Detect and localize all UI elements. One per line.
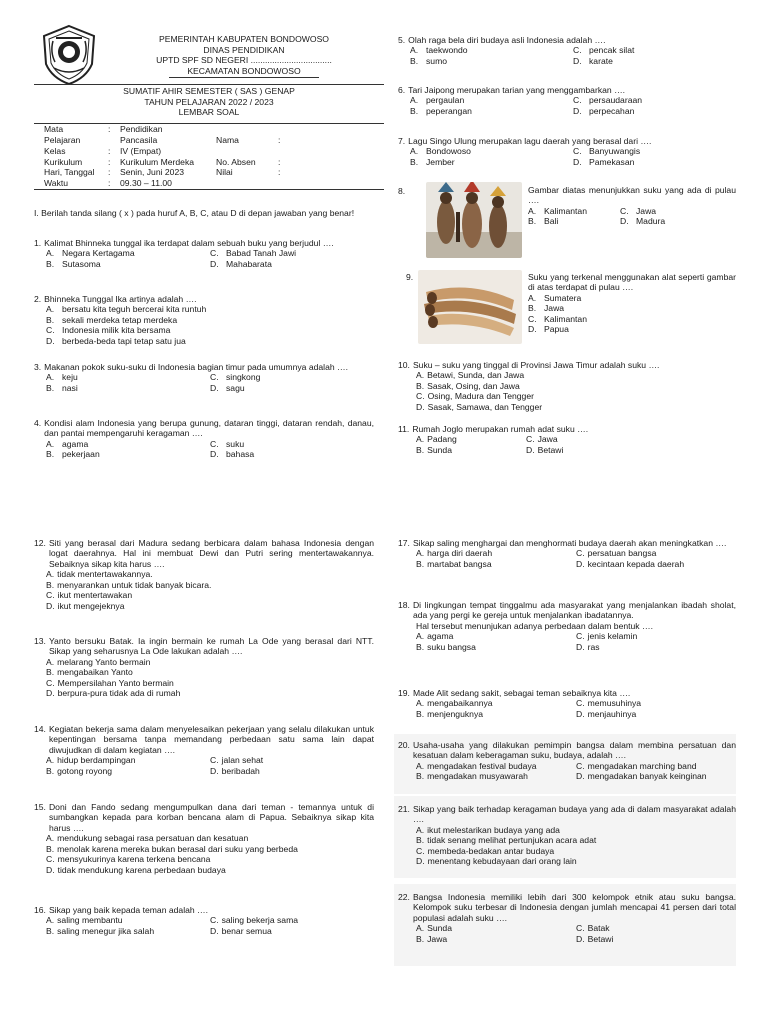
question-3	[34, 362, 374, 393]
info-colon: :	[108, 145, 111, 156]
answer-option[interactable]: D. berbeda-beda tapi tetap satu jua	[46, 335, 186, 346]
question-number: 1.	[34, 238, 42, 248]
question-text: Sikap yang baik kepada teman adalah ….	[48, 905, 209, 915]
answer-option[interactable]: D. tidak mendukung karena perbedaan budaya	[46, 864, 226, 875]
question-number: 12.	[34, 538, 46, 548]
answer-option[interactable]: D. menjauhinya	[576, 708, 637, 719]
question-text: Siti yang berasal dari Madura sedang berbicara dalam bahasa Indonesia dengan logat daerahnya. Hal ini membuat Dewi dan Putri sering mentertawakannya. Sebaiknya sikap kita harus ….	[48, 538, 374, 569]
answer-option[interactable]: B. nasi	[46, 382, 78, 393]
answer-option[interactable]: D. Pamekasan	[573, 156, 635, 167]
answer-option[interactable]: D. kecintaan kepada daerah	[576, 558, 685, 569]
question-number: 19.	[398, 688, 410, 698]
question-4	[34, 418, 374, 460]
answer-option[interactable]: C. memusuhinya	[576, 698, 642, 709]
answer-option[interactable]: A. pergaulan	[410, 95, 465, 106]
answer-option[interactable]: B. Sasak, Osing, dan Jawa	[416, 380, 520, 391]
info-value: 09.30 – 11.00	[120, 178, 172, 189]
answer-option[interactable]: A. mengabaikannya	[416, 698, 493, 709]
info-key: Kurikulum	[44, 156, 83, 167]
answer-option[interactable]: B. martabat bangsa	[416, 558, 492, 569]
answer-option[interactable]: C. Jawa	[526, 434, 558, 445]
question-18	[398, 600, 736, 652]
answer-option[interactable]: D. sagu	[210, 382, 245, 393]
question-9	[528, 272, 736, 335]
answer-option[interactable]: A. tidak mentertawakannya.	[46, 569, 153, 580]
answer-option[interactable]: B. sekali merdeka tetap merdeka	[46, 314, 178, 325]
answer-option[interactable]: A. ikut melestarikan budaya yang ada	[416, 824, 560, 835]
question-text: Olah raga bela diri budaya asli Indonesia adalah ….	[408, 35, 606, 45]
info-colon: :	[108, 156, 111, 167]
question-text: Sikap saling menghargai dan menghormati budaya daerah akan meningkatkan ….	[412, 538, 727, 548]
answer-option[interactable]: C. mengadakan marching band	[576, 760, 697, 771]
answer-option[interactable]: B. Sutasoma	[46, 258, 101, 269]
answer-option[interactable]: C. suku	[210, 438, 245, 449]
question-number: 5.	[398, 35, 406, 45]
answer-option[interactable]: C. Mempersilahan Yanto bermain	[46, 677, 174, 688]
answer-option[interactable]: C. persaudaraan	[573, 95, 643, 106]
question-number: 6.	[398, 85, 406, 95]
answer-option[interactable]: A. Sumatera	[528, 292, 582, 303]
answer-option[interactable]: B. peperangan	[410, 105, 472, 116]
question-number: 9.	[406, 272, 414, 282]
question-text: Rumah Joglo merupakan rumah adat suku ….	[412, 424, 589, 434]
info-colon: :	[108, 178, 111, 189]
question-10	[398, 360, 736, 412]
answer-option[interactable]: D. karate	[573, 55, 613, 66]
info-row	[34, 156, 384, 167]
answer-option[interactable]: A. Padang	[416, 434, 457, 445]
question-text: Bhinneka Tunggal Ika artinya adalah ….	[44, 294, 197, 304]
info-row	[34, 167, 384, 178]
question-number: 10.	[398, 360, 410, 370]
answer-option[interactable]: A. Bondowoso	[410, 146, 471, 157]
question-number: 7.	[398, 136, 406, 146]
question-12	[34, 538, 374, 611]
answer-option[interactable]: C. jenis kelamin	[576, 631, 638, 642]
answer-option[interactable]: C. Jawa	[620, 205, 657, 216]
answer-option[interactable]: D. Madura	[620, 216, 666, 227]
info-row	[34, 178, 384, 189]
answer-option[interactable]: D. beribadah	[210, 765, 260, 776]
answer-option[interactable]: A. mendukung sebagai rasa persatuan dan kesatuan	[46, 833, 249, 844]
answer-option[interactable]: D. Betawi	[576, 933, 614, 944]
answer-option[interactable]: B. menyarankan untuk tidak banyak bicara.	[46, 579, 212, 590]
answer-option[interactable]: C. pencak silat	[573, 45, 635, 56]
answer-option[interactable]: A. keju	[46, 372, 78, 383]
question-11	[398, 424, 736, 455]
question-number: 20.	[398, 740, 410, 750]
question-14	[34, 724, 374, 776]
info-key: Nama	[216, 134, 239, 145]
answer-option[interactable]: B. gotong royong	[46, 765, 113, 776]
exam-title-block	[34, 84, 384, 118]
info-key: Mata	[44, 124, 64, 135]
question-text: Doni dan Fando sedang mengumpulkan dana dari teman - temannya untuk di sumbangkan kepada para korban bencana alam di Papua. Sebaiknya sikap kita harus ….	[48, 802, 374, 833]
answer-option[interactable]: D. ras	[576, 641, 600, 652]
question-text: Yanto bersuku Batak. Ia ingin bermain ke rumah La Ode yang berasal dari NTT. Sikap yang seharusnya La Ode lakukan adalah ….	[48, 636, 374, 657]
info-key: Nilai	[216, 167, 233, 178]
kolintang-instrument-photo	[418, 270, 522, 344]
answer-option[interactable]: A. Negara Kertagama	[46, 248, 135, 259]
answer-option[interactable]: C. membeda-bedakan antar budaya	[416, 845, 555, 856]
answer-option[interactable]: B. pekerjaan	[46, 449, 100, 460]
header-line: UPTD SPF SD NEGERI ..................................	[156, 55, 332, 66]
question-text: Bangsa Indonesia memiliki lebih dari 300 kelompok etnik atau suku bangsa. Kelompok suku terbesar di Indonesia dengan jumlah mencapai 41 persen dari total populasi adalah suku ….	[412, 892, 736, 923]
info-row	[34, 124, 384, 135]
answer-option[interactable]: B. mengabaikan Yanto	[46, 667, 133, 678]
header-line: PEMERINTAH KABUPATEN BONDOWOSO	[159, 34, 329, 44]
answer-option[interactable]: C. mensyukurinya karena terkena bencana	[46, 854, 211, 865]
info-value: IV (Empat)	[120, 145, 162, 156]
answer-option[interactable]: D. Betawi	[526, 444, 564, 455]
answer-option[interactable]: A. Sunda	[416, 923, 452, 934]
answer-option[interactable]: B. sumo	[410, 55, 448, 66]
question-text: Makanan pokok suku-suku di Indonesia bagian timur pada umumnya adalah ….	[44, 362, 348, 372]
answer-option[interactable]: C. Indonesia milik kita bersama	[46, 325, 171, 336]
question-text-continued: Hal tersebut menunjukan adanya perbedaan dalam bentuk ….	[416, 620, 653, 631]
question-text: Kondisi alam Indonesia yang berupa gunung, dataran tinggi, dataran rendah, danau, dan pantai mempengaruhi keragaman ….	[44, 418, 374, 439]
answer-option[interactable]: A. agama	[416, 631, 454, 642]
question-number: 18.	[398, 600, 410, 610]
info-key: Kelas	[44, 145, 66, 156]
info-colon: :	[108, 124, 111, 135]
question-8	[528, 185, 736, 227]
question-17	[398, 538, 736, 569]
answer-option[interactable]: B. Jember	[410, 156, 455, 167]
question-19	[398, 688, 736, 719]
info-value: Kurikulum Merdeka	[120, 156, 195, 167]
info-row	[34, 146, 384, 157]
answer-option[interactable]: A. hidup berdampingan	[46, 755, 136, 766]
question-text: Di lingkungan tempat tinggalmu ada masyarakat yang menjalankan ibadah sholat, ada yang pergi ke gereja untuk menjalankan ibadatannya.	[412, 600, 736, 621]
answer-option[interactable]: A. Betawi, Sunda, dan Jawa	[416, 370, 525, 381]
answer-option[interactable]: B. mengadakan musyawarah	[416, 771, 528, 782]
answer-option[interactable]: C. Batak	[576, 923, 610, 934]
question-text: Kegiatan bekerja sama dalam menyelesaikan pekerjaan yang selalu dilakukan untuk kepentingan bersama tanpa memandang perbedaan satu sama lain dapat diwujudkan di dalam kegiatan ….	[48, 724, 374, 755]
question-text: Suku – suku yang tinggal di Provinsi Jawa Timur adalah suku ….	[412, 360, 660, 370]
answer-option[interactable]: A. agama	[46, 438, 89, 449]
answer-option[interactable]: B. saling menegur jika salah	[46, 925, 155, 936]
question-text: Usaha-usaha yang dilakukan pemimpin bangsa dalam membina persatuan dan kesatuan dalam keberagaman suku, budaya, adalah ….	[412, 740, 736, 761]
answer-option[interactable]: D. perpecahan	[573, 105, 635, 116]
question-number: 8.	[398, 186, 406, 196]
answer-option[interactable]: C. singkong	[210, 372, 261, 383]
answer-option[interactable]: B. suku bangsa	[416, 641, 476, 652]
question-number: 15.	[34, 802, 46, 812]
answer-option[interactable]: A. melarang Yanto bermain	[46, 656, 151, 667]
question-text: Made Alit sedang sakit, sebagai teman sebaiknya kita ….	[412, 688, 631, 698]
info-key: Waktu	[44, 178, 69, 189]
answer-option[interactable]: D. Mahabarata	[210, 258, 272, 269]
answer-option[interactable]: D. menentang kebudayaan dari orang lain	[416, 856, 577, 867]
question-number: 21.	[398, 804, 410, 814]
question-text: Suku yang terkenal menggunakan alat seperti gambar di atas terdapat di pulau ….	[528, 272, 736, 293]
question-text: Kalimat Bhinneka tunggal ika terdapat dalam sebuah buku yang berjudul ….	[44, 238, 334, 248]
question-2	[34, 294, 374, 346]
question-number: 2.	[34, 294, 42, 304]
question-number: 17.	[398, 538, 410, 548]
answer-option[interactable]: B. Bali	[528, 216, 559, 227]
question-7	[398, 136, 736, 167]
info-value: Senin, Juni 2023	[120, 167, 185, 178]
question-text: Gambar diatas menunjukkan suku yang ada di pulau ….	[528, 185, 736, 206]
school-header	[104, 34, 384, 78]
answer-option[interactable]: A. mengadakan festival budaya	[416, 760, 537, 771]
answer-option[interactable]: B. Jawa	[528, 303, 565, 314]
info-key: No. Absen	[216, 156, 256, 167]
answer-option[interactable]: C. Banyuwangis	[573, 146, 641, 157]
question-16	[34, 905, 374, 936]
exam-page-1	[0, 0, 768, 480]
answer-option[interactable]: B. menolak karena mereka bukan berasal dari suku yang berbeda	[46, 843, 298, 854]
info-row	[34, 135, 384, 146]
answer-option[interactable]: A. bersatu kita teguh bercerai kita runtuh	[46, 304, 207, 315]
info-key: Pelajaran	[44, 134, 81, 145]
info-key: Hari, Tanggal	[44, 167, 95, 178]
question-20	[398, 740, 736, 782]
answer-option[interactable]: A. harga diri daerah	[416, 548, 493, 559]
info-value: Pendidikan	[120, 124, 163, 135]
question-5	[398, 35, 736, 66]
exam-title-line: LEMBAR SOAL	[178, 107, 240, 118]
answer-option[interactable]: D. ikut mengejeknya	[46, 600, 125, 611]
question-number: 3.	[34, 362, 42, 372]
absen-field[interactable]: :	[278, 156, 281, 167]
nilai-field[interactable]: :	[278, 167, 281, 178]
question-15	[34, 802, 374, 875]
info-value: Pancasila	[120, 134, 158, 145]
question-6	[398, 85, 736, 116]
answer-option[interactable]: D. Papua	[528, 324, 569, 335]
name-field[interactable]: :	[278, 134, 281, 145]
question-number: 11.	[398, 424, 410, 434]
question-text: Lagu Singo Ulung merupakan lagu daerah yang berasal dari ….	[408, 136, 652, 146]
student-info-table	[34, 123, 384, 190]
answer-option[interactable]: D. benar semua	[210, 925, 272, 936]
answer-option[interactable]: A. Kalimantan	[528, 205, 587, 216]
answer-option[interactable]: C. jalan sehat	[210, 755, 264, 766]
answer-option[interactable]: D. mengadakan banyak keinginan	[576, 771, 707, 782]
answer-option[interactable]: A. saling membantu	[46, 915, 123, 926]
question-number: 14.	[34, 724, 46, 734]
question-21	[398, 804, 736, 867]
question-13	[34, 636, 374, 699]
answer-option[interactable]: C. Kalimantan	[528, 313, 587, 324]
header-line: DINAS PENDIDIKAN	[203, 44, 285, 55]
exam-page-2	[0, 528, 768, 1024]
question-number: 22.	[398, 892, 410, 902]
question-text: Tari Jaipong merupakan tarian yang menggambarkan ….	[408, 85, 626, 95]
question-number: 16.	[34, 905, 46, 915]
answer-option[interactable]: B. Jawa	[416, 933, 448, 944]
question-22	[398, 892, 736, 944]
answer-option[interactable]: A. taekwondo	[410, 45, 468, 56]
answer-option[interactable]: C. ikut mentertawakan	[46, 590, 133, 601]
question-1	[34, 238, 374, 269]
answer-option[interactable]: D. bahasa	[210, 449, 255, 460]
question-number: 13.	[34, 636, 46, 646]
exam-title-line: TAHUN PELAJARAN 2022 / 2023	[144, 96, 274, 107]
answer-option[interactable]: D. berpura-pura tidak ada di rumah	[46, 688, 181, 699]
header-line: KECAMATAN BONDOWOSO	[169, 66, 318, 78]
answer-option[interactable]: C. Osing, Madura dan Tengger	[416, 391, 534, 402]
question-number: 4.	[34, 418, 42, 428]
instruction: I. Berilah tanda silang ( x ) pada huruf A, B, C, atau D di depan jawaban yang benar!	[34, 208, 355, 218]
answer-option[interactable]: B. tidak senang melihat pertunjukan acara adat	[416, 835, 597, 846]
info-colon: :	[108, 167, 111, 178]
question-text: Sikap yang baik terhadap keragaman budaya yang ada di dalam masyarakat adalah ….	[412, 804, 736, 825]
answer-option[interactable]: B. menjenguknya	[416, 708, 484, 719]
bondowoso-regency-emblem-icon	[38, 24, 100, 86]
answer-option[interactable]: C. saling bekerja sama	[210, 915, 299, 926]
dayak-people-photo	[426, 182, 522, 258]
answer-option[interactable]: C. Babad Tanah Jawi	[210, 248, 297, 259]
answer-option[interactable]: D. Sasak, Samawa, dan Tengger	[416, 401, 543, 412]
exam-title-line: SUMATIF AHIR SEMESTER ( SAS ) GENAP	[123, 86, 295, 96]
answer-option[interactable]: B. Sunda	[416, 444, 452, 455]
answer-option[interactable]: C. persatuan bangsa	[576, 548, 657, 559]
